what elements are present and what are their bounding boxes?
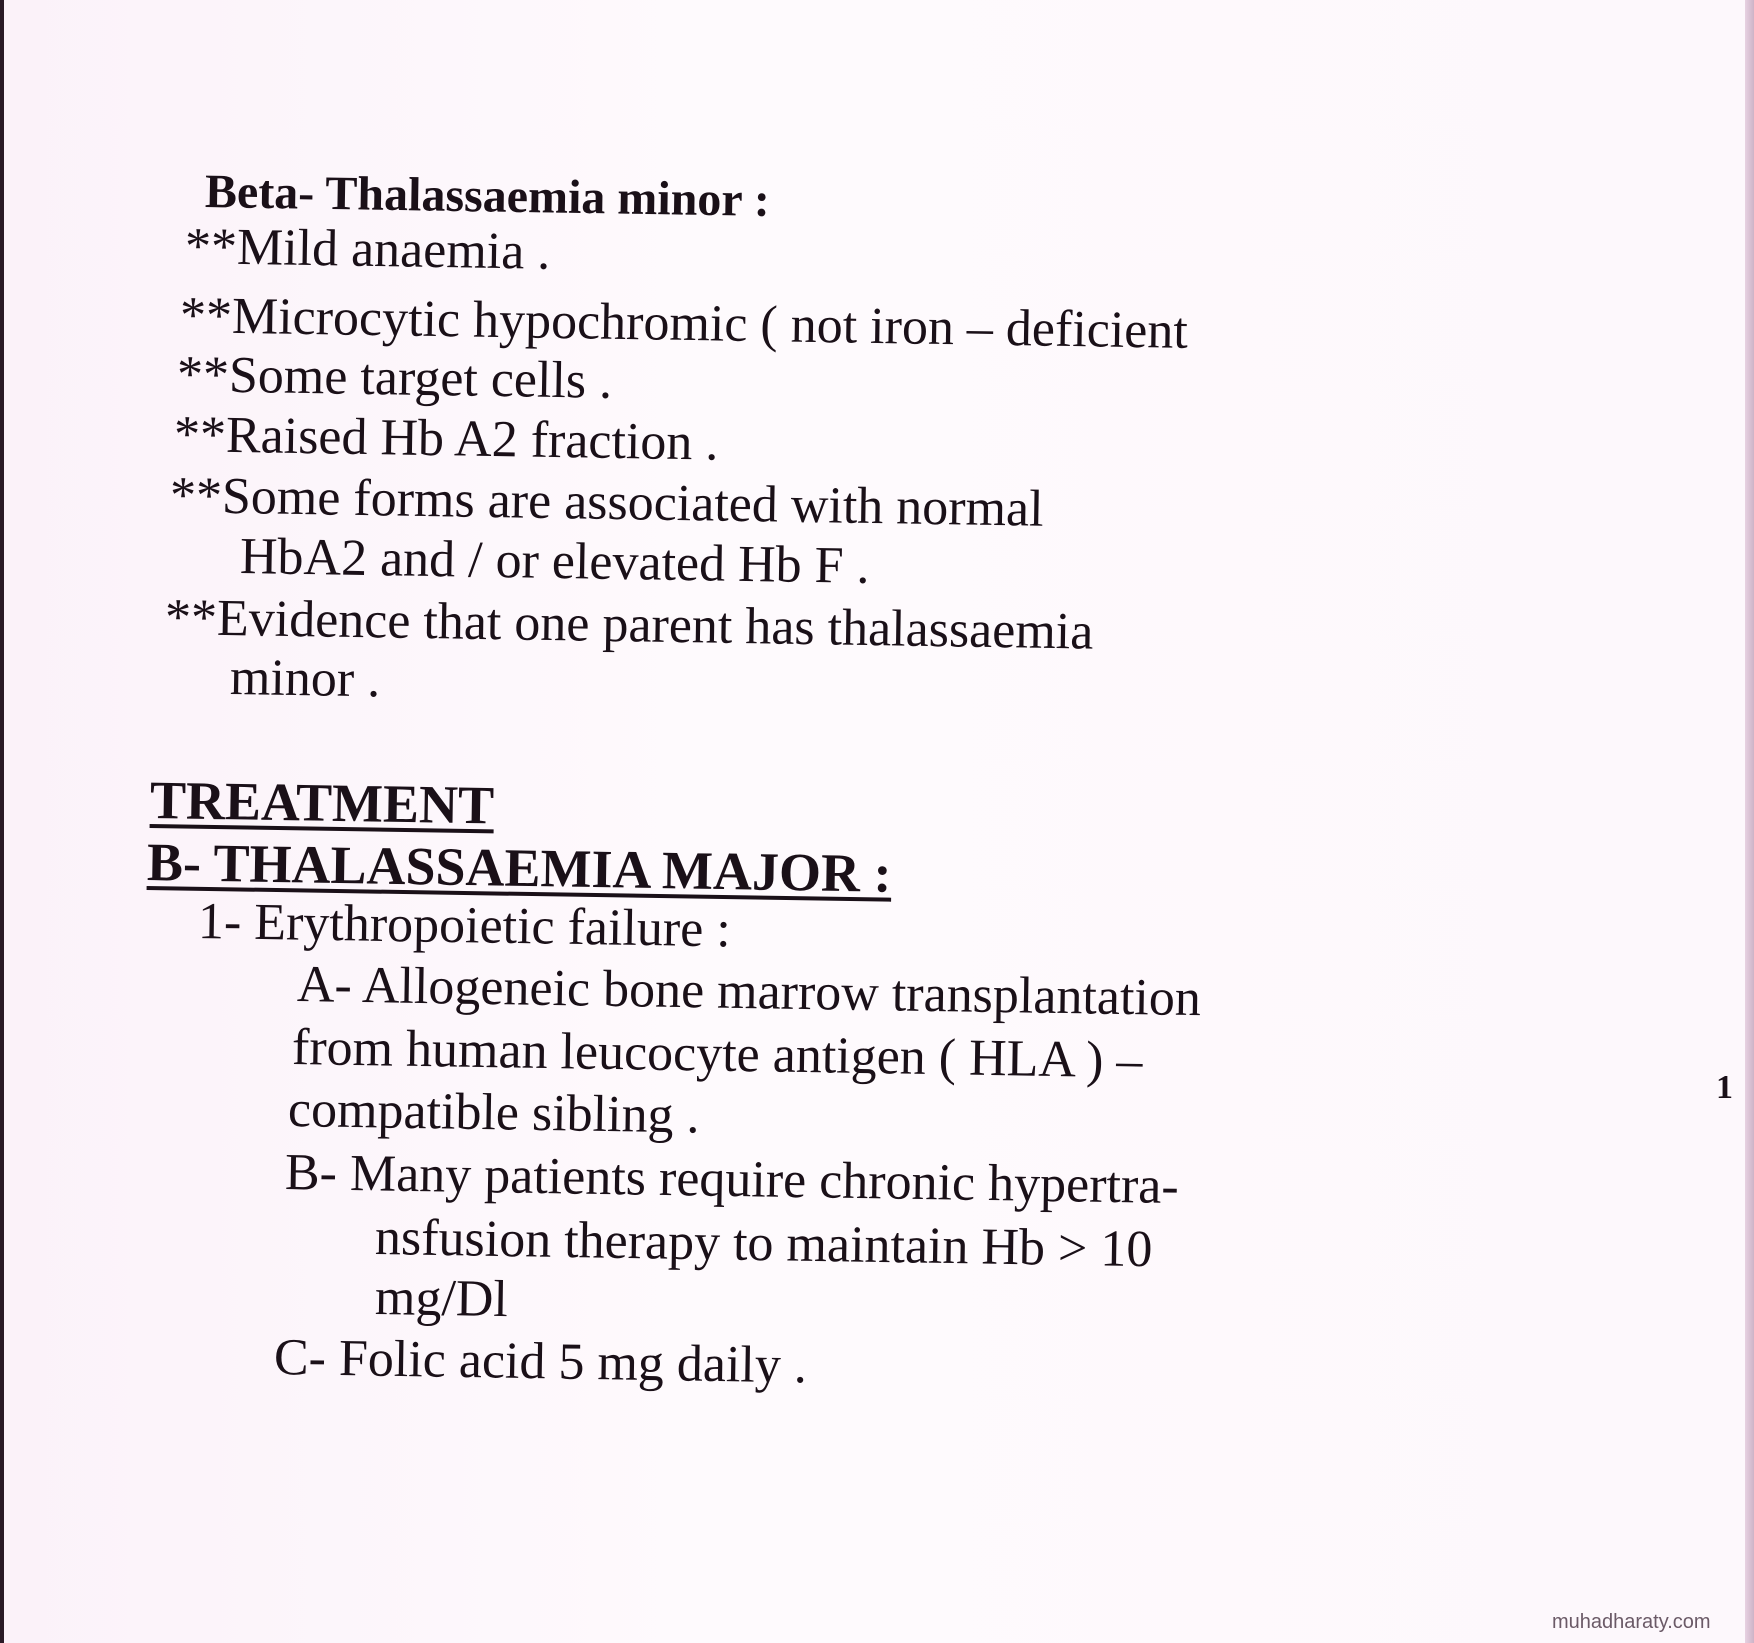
sub-b-line-1: B- Many patients require chronic hypertra- — [284, 1144, 1180, 1216]
minor-item-2: **Microcytic hypochromic ( not iron – deficient — [179, 287, 1189, 360]
minor-item-5: **Some forms are associated with normal — [169, 467, 1045, 538]
thalassaemia-major-heading: B- THALASSAEMIA MAJOR : — [146, 832, 892, 904]
site-watermark: muhadharaty.com — [1552, 1611, 1711, 1633]
minor-item-6-continued: minor . — [229, 649, 381, 709]
margin-mark: 1 — [1716, 1069, 1733, 1106]
minor-item-4: **Raised Hb A2 fraction . — [173, 406, 719, 472]
scan-left-edge — [0, 0, 4, 1643]
sub-a-line-3: compatible sibling . — [287, 1081, 701, 1145]
minor-item-6: **Evidence that one parent has thalassaemia — [164, 589, 1094, 661]
sub-a-line-2: from human leucocyte antigen ( HLA ) – — [291, 1019, 1143, 1090]
treatment-heading: TREATMENT — [149, 770, 495, 836]
minor-item-3: **Some target cells . — [176, 346, 613, 410]
item-erythropoietic-failure: 1- Erythropoietic failure : — [197, 893, 732, 959]
scan-right-edge — [1745, 0, 1754, 1643]
sub-b-line-3: mg/Dl — [374, 1269, 509, 1329]
minor-item-5-continued: HbA2 and / or elevated Hb F . — [239, 528, 871, 595]
sub-c-folic-acid: C- Folic acid 5 mg daily . — [273, 1329, 808, 1395]
section-title-beta-thalassaemia-minor: Beta- Thalassaemia minor : — [204, 165, 771, 227]
minor-item-1: **Mild anaemia . — [184, 218, 551, 281]
sub-b-line-2: nsfusion therapy to maintain Hb > 10 — [374, 1209, 1153, 1279]
sub-a-line-1: A- Allogeneic bone marrow transplantation — [296, 956, 1202, 1028]
